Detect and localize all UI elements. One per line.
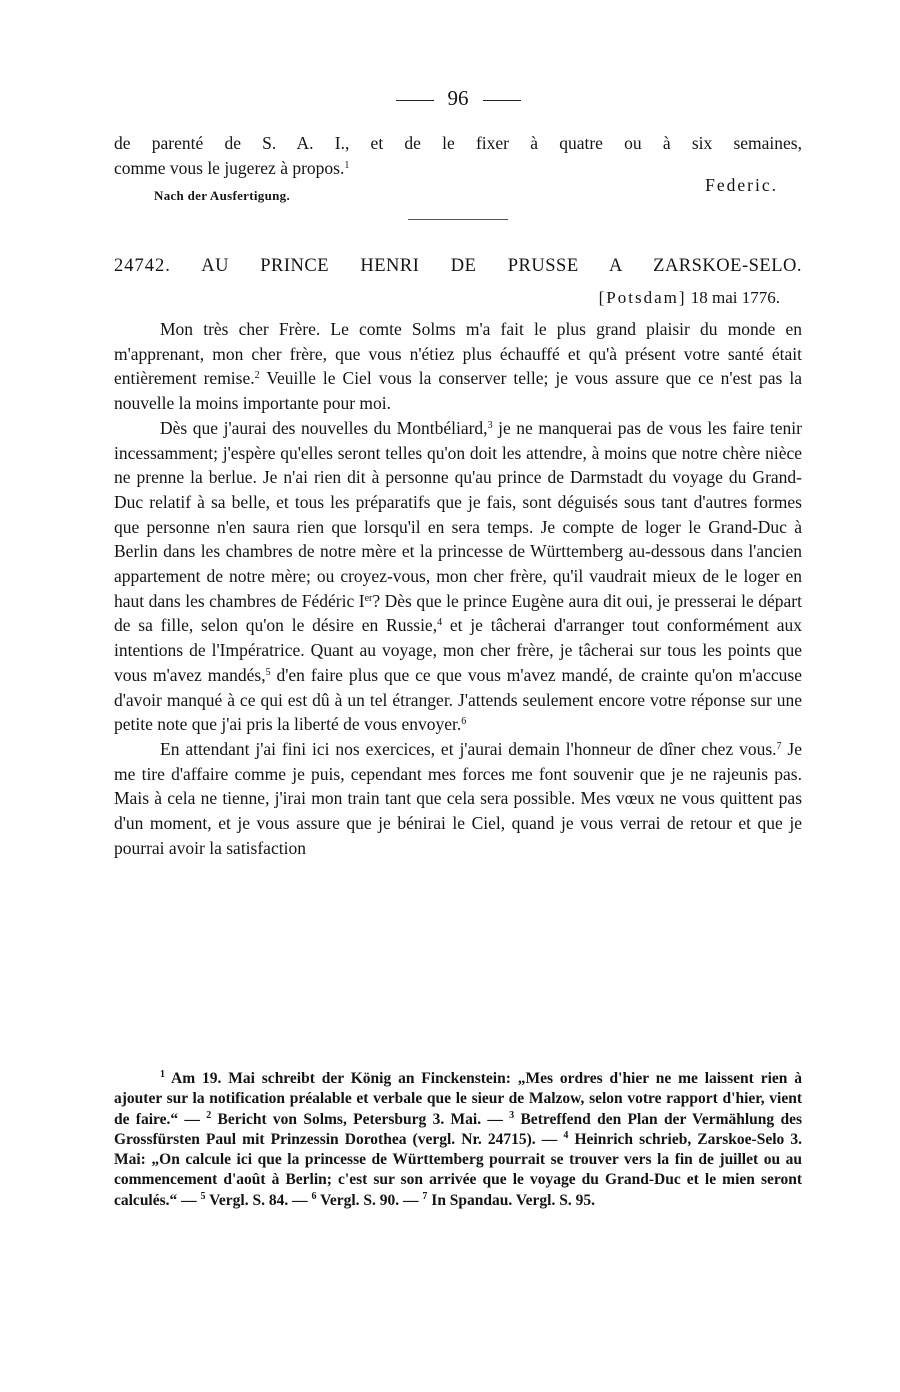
footnote-marker: 4 xyxy=(437,617,443,629)
footnote-marker: 2 xyxy=(254,370,260,382)
letter-date: 18 mai 1776. xyxy=(690,288,780,307)
footnote-marker: 5 xyxy=(265,666,271,678)
text-segment: In Spandau. Vergl. S. 95. xyxy=(427,1191,595,1209)
header-dash-right xyxy=(483,100,521,101)
footnote-ref-1: 1 xyxy=(344,160,350,171)
footnote-paragraph xyxy=(114,1069,802,1211)
section-divider xyxy=(408,219,508,220)
page-number: 96 xyxy=(447,86,469,110)
footnote-marker: 2 xyxy=(206,1109,212,1121)
text-segment: et je tâcherai d'arranger tout conformément aux intentions de l'Impératrice. Quant au voyage, mon cher frère, je tâcherai sur tous les points que vous m'avez mandés, xyxy=(114,615,802,685)
footnote-marker: 5 xyxy=(200,1190,206,1202)
text-segment: je ne manquerai pas de vous les faire tenir incessamment; j'espère qu'elles seront telles qu'on doit les attendre, à moins que notre chère nièce ne prenne la berlue. Je n'ai rien dit à personne qu'au prince de Darmstadt du voyage du Grand-Duc relatif à sa belle, et tous les préparatifs que je fais, sont déguisés sous tant d'autres formes que personne n'en saura rien que lorsqu'il en sera temps. Je compte de loger le Grand-Duc à Berlin dans les chambres de notre mère et la princesse de Württemberg au-dessous dans l'ancien appartement de notre mère; ou croyez-vous, mon cher frère, qu'il vaudrait mieux de le loger en haut dans les chambres de Fédéric I xyxy=(114,417,802,611)
footnote-marker: 7 xyxy=(776,740,782,752)
page-header xyxy=(114,86,802,111)
text-segment: Am 19. Mai schreibt der König an Finckenstein: „Mes ordres d'hier ne me laissent rien à ajouter sur la notification préalable et verbale que le sieur de Malzow, selon votre rapport d'hier, vient de faire.“ — xyxy=(114,1070,802,1128)
letter-body xyxy=(114,317,802,860)
text-segment: Vergl. S. 90. — xyxy=(316,1191,423,1209)
previous-letter-line-1: de parenté de S. A. I., et de le fixer à quatre ou à six semaines, xyxy=(114,133,802,153)
footnote-marker: 6 xyxy=(461,716,467,728)
text-segment: Bericht von Solms, Petersburg 3. Mai. — xyxy=(211,1110,510,1128)
text-segment: Heinrich schrieb, Zarskoe-Selo 3. Mai: „On calcule ici que la princesse de Württemberg pourrait se trouver vers la fin de juillet ou au commencement d'août à Berlin; c'est sur son arrivée que le voyage du Grand-Duc et le mien seront calculés.“ — xyxy=(114,1130,802,1209)
letter-paragraph-p1 xyxy=(114,317,802,416)
previous-letter-line-2 xyxy=(114,156,802,181)
text-segment: Betreffend den Plan der Vermählung des Grossfürsten Paul mit Prinzessin Dorothea (vergl. Nr. 24715). — xyxy=(114,1110,802,1148)
footnote-marker: 3 xyxy=(509,1109,515,1121)
footnotes xyxy=(114,1069,802,1211)
text-segment: Dès que j'aurai des nouvelles du Montbéliard, xyxy=(160,417,488,438)
text-segment: En attendant j'ai fini ici nos exercices, et j'aurai demain l'honneur de dîner chez vous. xyxy=(160,738,777,759)
letter-title: AU PRINCE HENRI DE PRUSSE A ZARSKOE-SELO. xyxy=(201,256,802,276)
text-segment: ? Dès que le prince Eugène aura dit oui, je presserai le départ de sa fille, selon qu'on le désire en Russie, xyxy=(114,590,802,636)
source-note: Nach der Ausfertigung. xyxy=(154,188,291,203)
footnote-marker: er xyxy=(364,592,373,604)
signature: Federic. xyxy=(705,175,778,195)
text-segment: Veuille le Ciel vous la conserver telle; je vous assure que ce n'est pas la nouvelle la moins importante pour moi. xyxy=(114,368,802,414)
letter-paragraph-p2 xyxy=(114,416,802,737)
footnote-marker: 1 xyxy=(160,1069,165,1080)
text-segment: Mon très cher Frère. Le comte Solms m'a fait le plus grand plaisir du monde en m'apprenant, mon cher frère, que vous n'étiez plus échauffé et qu'à présent votre santé était entièrement remise. xyxy=(114,319,802,389)
letter-dateline xyxy=(599,288,780,308)
footnote-marker: 4 xyxy=(563,1129,569,1141)
text-segment: Je me tire d'affaire comme je puis, cependant mes forces me font souvenir que je ne rajeunis pas. Mais à cela ne tienne, j'irai mon train tant que cela sera possible. Mes vœux ne vous quittent pas d'un moment, et je vous assure que je bénirai le Ciel, quand je vous verrai de retour et que je pourrai avoir la satisfaction xyxy=(114,738,802,858)
footnote-marker: 6 xyxy=(311,1190,317,1202)
letter-paragraph-p3 xyxy=(114,737,802,861)
letter-place: [Potsdam] xyxy=(598,288,687,307)
previous-letter-closing: comme vous le jugerez à propos. xyxy=(114,158,345,178)
footnote-marker: 3 xyxy=(487,419,493,431)
text-segment: d'en faire plus que ce que vous m'avez mandé, de crainte qu'on m'accuse d'avoir manqué à ce qui est dû à un tel étranger. J'attends seulement encore votre réponse sur une petite note que j'ai pris la liberté de vous envoyer. xyxy=(114,664,802,735)
header-dash-left xyxy=(396,100,434,101)
letter-heading xyxy=(114,256,802,277)
letter-number: 24742. xyxy=(114,256,171,276)
text-segment: Vergl. S. 84. — xyxy=(205,1191,312,1209)
footnote-marker: 7 xyxy=(422,1190,428,1202)
